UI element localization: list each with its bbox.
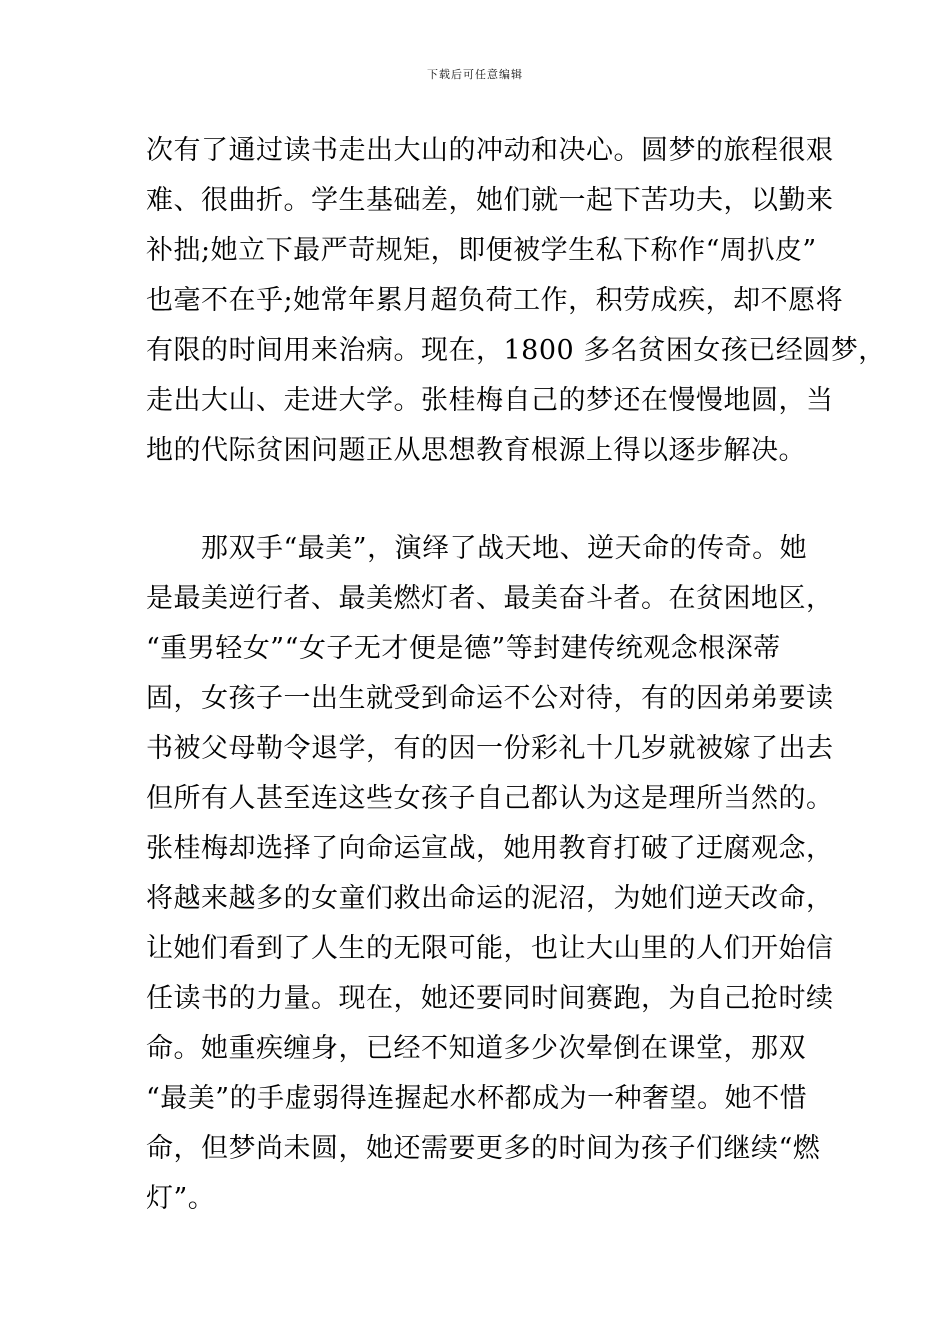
page-header: 下载后可任意编辑 xyxy=(427,68,523,81)
text-line: 张桂梅却选择了向命运宣战，她用教育打破了迂腐观念， xyxy=(146,833,834,864)
text-line: 命。她重疾缠身，已经不知道多少次晕倒在课堂，那双 xyxy=(146,1033,806,1064)
text-line: 是最美逆行者、最美燃灯者、最美奋斗者。在贫困地区， xyxy=(146,583,834,614)
text-line: 那双手“最美”，演绎了战天地、逆天命的传奇。她 xyxy=(146,533,808,564)
text-line: 补拙;她立下最严苛规矩，即便被学生私下称作“周扒皮” xyxy=(146,235,817,266)
text-line: 但所有人甚至连这些女孩子自己都认为这是理所当然的。 xyxy=(146,783,834,814)
text-line: 走出大山、走进大学。张桂梅自己的梦还在慢慢地圆，当 xyxy=(146,385,834,416)
text-line: 将越来越多的女童们救出命运的泥沼，为她们逆天改命， xyxy=(146,883,834,914)
text-line: 让她们看到了人生的无限可能，也让大山里的人们开始信 xyxy=(146,933,834,964)
text-line: 难、很曲折。学生基础差，她们就一起下苦功夫，以勤来 xyxy=(146,185,834,216)
text-line: 命，但梦尚未圆，她还需要更多的时间为孩子们继续“燃 xyxy=(146,1133,821,1164)
text-line: 有限的时间用来治病。现在，1800 多名贫困女孩已经圆梦， xyxy=(146,335,886,366)
text-line: 任读书的力量。现在，她还要同时间赛跑，为自己抢时续 xyxy=(146,983,834,1014)
text-line: 固，女孩子一出生就受到命运不公对待，有的因弟弟要读 xyxy=(146,683,834,714)
text-line: 次有了通过读书走出大山的冲动和决心。圆梦的旅程很艰 xyxy=(146,135,834,166)
text-line: 灯”。 xyxy=(146,1183,216,1214)
text-line: “重男轻女”“女子无才便是德”等封建传统观念根深蒂 xyxy=(146,633,781,664)
text-line: 也毫不在乎;她常年累月超负荷工作，积劳成疾，却不愿将 xyxy=(146,285,844,316)
text-line: 书被父母勒令退学，有的因一份彩礼十几岁就被嫁了出去 xyxy=(146,733,834,764)
text-line: 地的代际贫困问题正从思想教育根源上得以逐步解决。 xyxy=(146,435,806,466)
text-line: “最美”的手虚弱得连握起水杯都成为一种奢望。她不惜 xyxy=(146,1083,808,1114)
